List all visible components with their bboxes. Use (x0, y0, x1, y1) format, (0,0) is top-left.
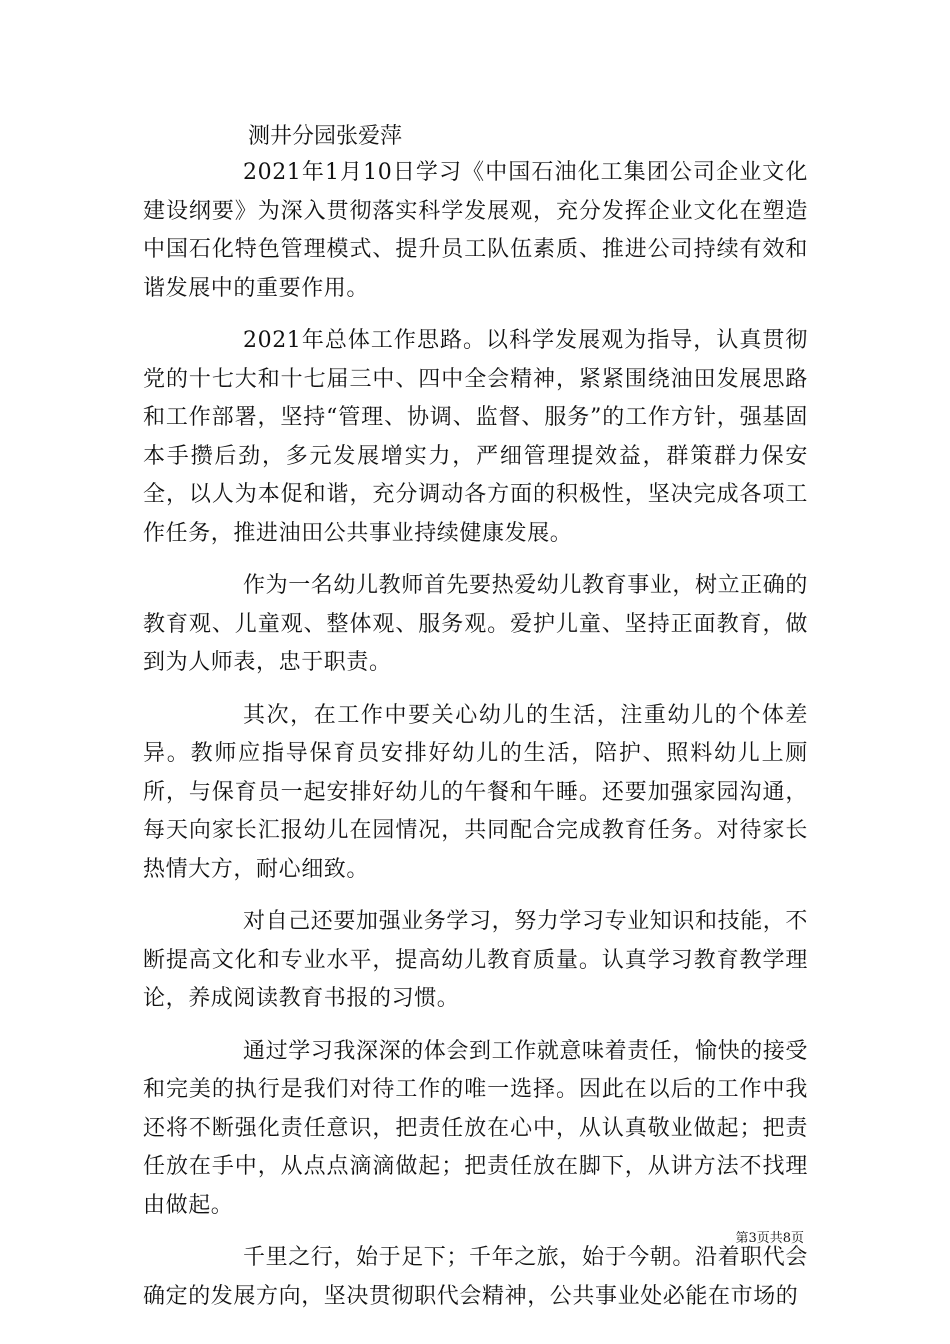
paragraph: 作为一名幼儿教师首先要热爱幼儿教育事业，树立正确的教育观、儿童观、整体观、服务观。爱护儿童、坚持正面教育，做到为人师表，忠于职责。 (143, 573, 809, 675)
author-line: 测井分园张爱萍 (248, 124, 403, 149)
paragraph: 2021年1月10日学习《中国石油化工集团公司企业文化建设纲要》为深入贯彻落实科学发展观，充分发挥企业文化在塑造中国石化特色管理模式、提升员工队伍素质、推进公司持续有效和谐发展中的重要作用。 (143, 160, 808, 301)
paragraph: 通过学习我深深的体会到工作就意味着责任，愉快的接受和完美的执行是我们对待工作的唯一选择。因此在以后的工作中我还将不断强化责任意识，把责任放在心中，从认真敬业做起；把责任放在手中，从点点滴滴做起；把责任放在脚下，从讲方法不找理由做起。 (143, 1038, 809, 1218)
paragraph: 其次，在工作中要关心幼儿的生活，注重幼儿的个体差异。教师应指导保育员安排好幼儿的生活，陪护、照料幼儿上厕所，与保育员一起安排好幼儿的午餐和午睡。还要加强家园沟通，每天向家长汇报幼儿在园情况，共同配合完成教育任务。对待家长热情大方，耐心细致。 (143, 702, 808, 882)
paragraph: 千里之行，始于足下；千年之旅，始于今朝。沿着职代会确定的发展方向，坚决贯彻职代会精神，公共事业处必能在市场的 (143, 1245, 809, 1309)
paragraph: 对自己还要加强业务学习，努力学习专业知识和技能，不断提高文化和专业水平，提高幼儿教育质量。认真学习教育教学理论，养成阅读教育书报的习惯。 (143, 909, 809, 1011)
document-body (143, 154, 808, 1330)
paragraph: 2021年总体工作思路。以科学发展观为指导，认真贯彻党的十七大和十七届三中、四中全会精神，紧紧围绕油田发展思路和工作部署，坚持“管理、协调、监督、服务”的工作方针，强基固本手攒后劲，多元发展增实力，严细管理提效益，群策群力保安全，以人为本促和谐，充分调动各方面的积极性，坚决完成各项工作任务，推进油田公共事业持续健康发展。 (143, 328, 808, 546)
page-number: 第3页共8页 (735, 1231, 804, 1246)
